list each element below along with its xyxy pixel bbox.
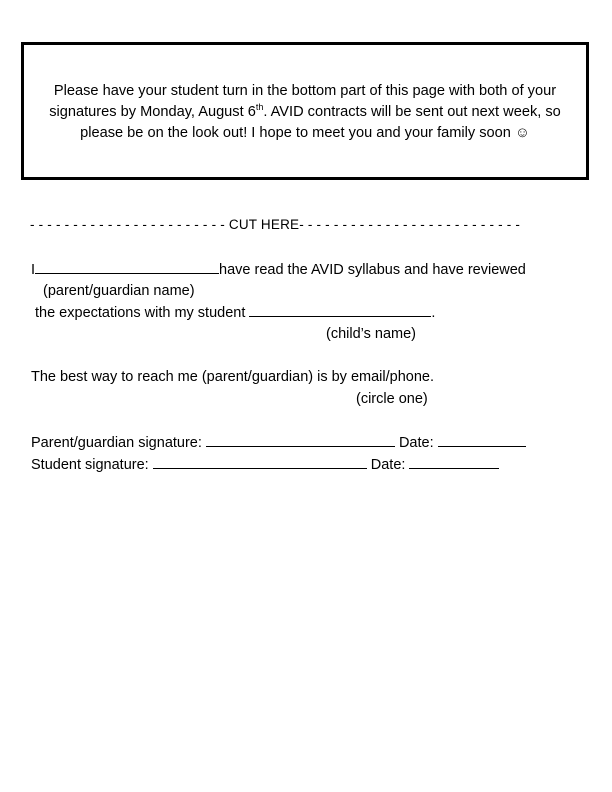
parent-date-field[interactable] xyxy=(438,434,526,447)
student-signature-label: Student signature: xyxy=(31,457,153,473)
expectations-text: the expectations with my student xyxy=(35,305,250,321)
cut-dashes-right: - - - - - - - - - - - - - - - - - - - - - - - - - xyxy=(303,217,521,232)
cut-dashes-left: - - - - - - - - - - - - - - - - - - - - - - - xyxy=(30,217,225,232)
ordinal-suffix: th xyxy=(255,101,264,112)
circle-one-caption: (circle one) xyxy=(356,391,428,407)
student-date-label: Date: xyxy=(366,457,410,473)
contact-preference-text: The best way to reach me (parent/guardian) is by email/phone. xyxy=(31,369,434,385)
acknowledgement-line xyxy=(31,261,526,278)
student-signature-field[interactable] xyxy=(153,456,367,469)
notice-text-part2: . AVID contracts will be sent out next week, so please be on the look out! I hope to meet you and your family soon xyxy=(80,103,561,141)
smiley-icon: ☺ xyxy=(514,124,530,141)
expectations-line xyxy=(35,304,435,321)
child-name-caption: (child’s name) xyxy=(326,326,416,342)
notice-text-part1: Please have your student turn in the bottom part of this page with both of your signatures by Monday, August 6 xyxy=(49,82,557,120)
parent-name-field[interactable] xyxy=(35,261,219,274)
notice-box xyxy=(21,42,589,180)
cut-here-label: CUT HERE- xyxy=(228,217,304,232)
child-name-field[interactable] xyxy=(249,304,431,317)
parent-date-label: Date: xyxy=(394,435,438,451)
parent-signature-line xyxy=(31,434,526,451)
parent-signature-label: Parent/guardian signature: xyxy=(31,435,206,451)
student-signature-line xyxy=(31,456,499,473)
parent-signature-field[interactable] xyxy=(206,434,395,447)
acknowledgement-text: have read the AVID syllabus and have reviewed xyxy=(219,262,526,278)
pronoun-i: I xyxy=(31,262,36,278)
cut-here-line xyxy=(30,217,582,232)
student-date-field[interactable] xyxy=(409,456,499,469)
period: . xyxy=(431,305,436,321)
parent-name-caption: (parent/guardian name) xyxy=(43,283,195,299)
notice-text xyxy=(24,81,586,144)
